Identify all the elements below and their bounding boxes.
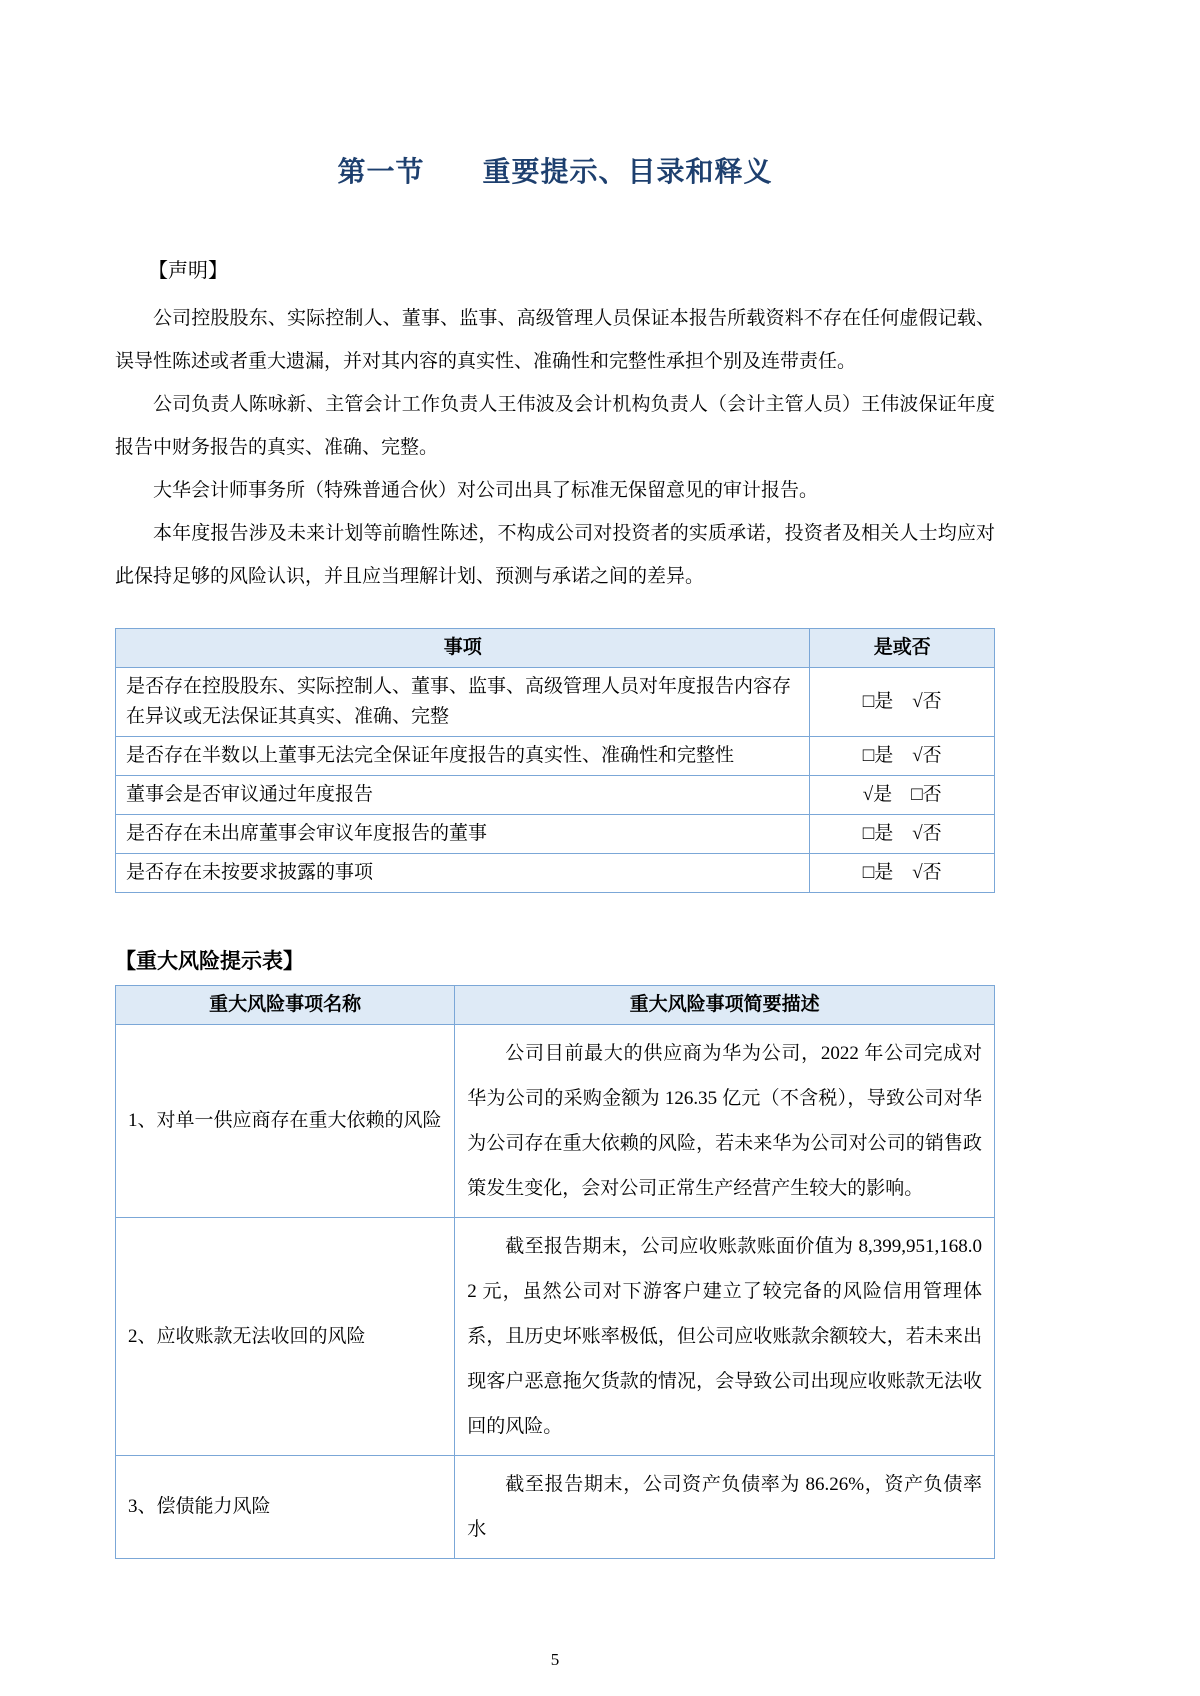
declaration-table [115,628,995,893]
statement-paragraphs [115,297,995,598]
risk-name: 2、应收账款无法收回的风险 [116,1218,455,1456]
declaration-item: 是否存在未按要求披露的事项 [116,854,810,893]
page-content [115,0,995,1559]
risk-header-name: 重大风险事项名称 [116,986,455,1025]
risk-name: 1、对单一供应商存在重大依赖的风险 [116,1025,455,1218]
table-row [116,815,995,854]
statement-paragraph: 本年度报告涉及未来计划等前瞻性陈述，不构成公司对投资者的实质承诺，投资者及相关人士均应对此保持足够的风险认识，并且应当理解计划、预测与承诺之间的差异。 [115,523,995,587]
risk-section-heading: 【重大风险提示表】 [115,949,304,973]
risk-header-description: 重大风险事项简要描述 [455,986,995,1025]
page-number: 5 [550,1650,560,1669]
declaration-answer: □是 √否 [810,737,995,776]
declaration-item: 是否存在半数以上董事无法完全保证年度报告的真实性、准确性和完整性 [116,737,810,776]
declaration-item: 董事会是否审议通过年度报告 [116,776,810,815]
table-row [116,1218,995,1456]
table-row [116,668,995,737]
table-row [116,1456,995,1559]
declaration-item: 是否存在未出席董事会审议年度报告的董事 [116,815,810,854]
declaration-answer: □是 √否 [810,815,995,854]
table-row [116,854,995,893]
statement-paragraph: 大华会计师事务所（特殊普通合伙）对公司出具了标准无保留意见的审计报告。 [153,480,819,501]
table-row [116,776,995,815]
risk-table-header-row [116,986,995,1025]
declaration-answer: √是 □否 [810,776,995,815]
statement-paragraph: 公司控股股东、实际控制人、董事、监事、高级管理人员保证本报告所载资料不存在任何虚假记载、误导性陈述或者重大遗漏，并对其内容的真实性、准确性和完整性承担个别及连带责任。 [115,308,995,372]
declaration-answer: □是 √否 [810,668,995,737]
statement-paragraph: 公司负责人陈咏新、主管会计工作负责人王伟波及会计机构负责人（会计主管人员）王伟波保证年度报告中财务报告的真实、准确、完整。 [115,394,995,458]
declaration-item: 是否存在控股股东、实际控制人、董事、监事、高级管理人员对年度报告内容存在异议或无法保证其真实、准确、完整 [116,668,810,737]
page-title: 第一节 重要提示、目录和释义 [337,156,773,187]
risk-description: 公司目前最大的供应商为华为公司，2022 年公司完成对华为公司的采购金额为 126.35 亿元（不含税），导致公司对华为公司存在重大依赖的风险，若未来华为公司对公司的销售政策发生变化，会对公司正常生产经营产生较大的影响。 [455,1025,995,1218]
risk-description: 截至报告期末，公司资产负债率为 86.26%，资产负债率水 [455,1456,995,1559]
table-row [116,737,995,776]
declaration-header-item: 事项 [116,629,810,668]
risk-table [115,985,995,1559]
declaration-table-header-row [116,629,995,668]
declaration-header-answer: 是或否 [810,629,995,668]
statement-heading: 【声明】 [148,260,228,282]
risk-name: 3、偿债能力风险 [116,1456,455,1559]
declaration-answer: □是 √否 [810,854,995,893]
table-row [116,1025,995,1218]
risk-description: 截至报告期末，公司应收账款账面价值为 8,399,951,168.02 元，虽然公司对下游客户建立了较完备的风险信用管理体系，且历史坏账率极低，但公司应收账款余额较大，若未来出现客户恶意拖欠货款的情况，会导致公司出现应收账款无法收回的风险。 [455,1218,995,1456]
